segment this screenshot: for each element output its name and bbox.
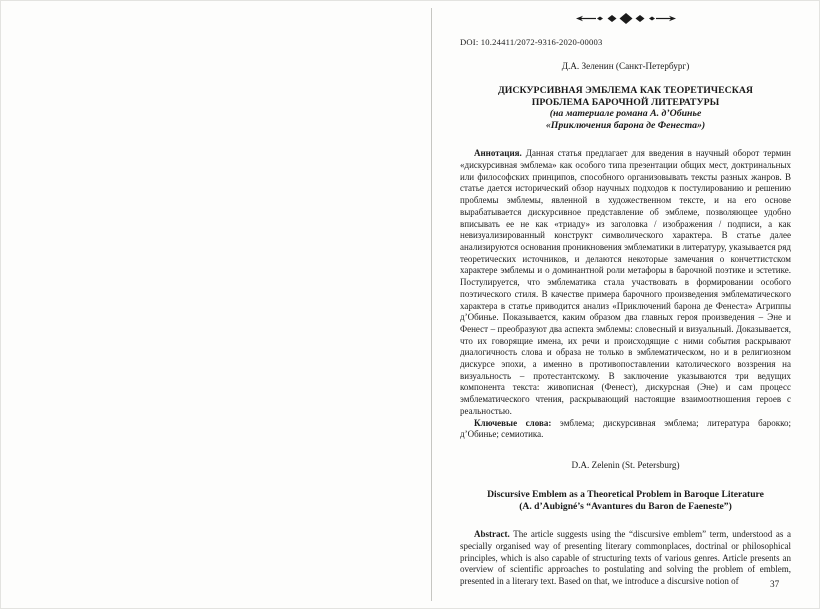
abstract-ru bbox=[460, 148, 791, 417]
subtitle-ru-line1: (на материале романа А. д’Обинье bbox=[549, 108, 702, 120]
title-en-line2: (A. d’Aubigné’s “Avantures du Baron de Faeneste”) bbox=[519, 500, 732, 512]
keywords-ru-body: эмблема; дискурсивная эмблема; литература барокко; д’Обинье; семиотика. bbox=[460, 417, 791, 440]
abstract-en-body: The article suggests using the “discursive emblem” term, understood as a specially organised way of presenting literary commonplaces, doctrinal or philosophical principles, which is also capable of structuring texts of various genres. Article presents an overview of scientific approaches to postulating and solving the problem of emblem, presented in a literary text. Based on that, we introduce a discursive notion of bbox=[460, 529, 791, 586]
keywords-ru bbox=[460, 418, 791, 441]
article-title-en bbox=[460, 489, 791, 512]
page-gutter-line bbox=[431, 8, 432, 601]
article-title-ru bbox=[460, 85, 791, 108]
abstract-ru-body: Данная статья предлагает для введения в научный оборот термин «дискурсивная эмблема» как особого типа презентации общих мест, доктринальных или философских принципов, способного организовывать тексты разных жанров. В статье дается исторический обзор научных подходов к постулированию и решению проблемы эмблемы, явленной в художественном тексте, и на его основе вырабатывается дискурсивное представление об эмблеме, позволяющее удобно вписывать ее не как «триаду» из заголовка / изображения / подписи, а как невизуализированный конструкт символического характера. В статье далее анализируются основания проникновения эмблематики в литературу, указывается ряд теоретических источников, и делаются некоторые замечания о кончеттистском характере эмблемы и о доминантной роли метафоры в барочной поэтике и эстетике. Постулируется, что эмблематика стала участвовать в формировании особого поэтического стиля. В качестве примера барочного произведения эмблематического характера в статье приводится анализ «Приключений барона де Фенеста» Агриппы д’Обинье. Показывается, каким образом два главных героя произведения – Эне и Фенест – преобразуют два аспекта эмблемы: словесный и визуальный. Доказывается, что их говорящие имена, их речи и происходящие с ними события раскрывают диалогичность слова и образа не только в эмблематическом, но и в религиозном дискурсе эпохи, а именно в противопоставлении католического воззрения на визуальность – протестантскому. В заключение указываются три ведущих компонента текста: живописная (Фенест), дискурсная (Эне) и сам процесс эмблематического чтения, раскрывающий настоящие взаимоотношения героев с реальностью. bbox=[460, 148, 791, 416]
ornament-divider-icon bbox=[460, 12, 791, 30]
page-number: 37 bbox=[770, 579, 780, 589]
doi-line: DOI: 10.24411/2072-9316-2020-00003 bbox=[460, 37, 603, 47]
author-ru: Д.А. Зеленин (Санкт-Петербург) bbox=[561, 61, 690, 71]
title-en-line1: Discursive Emblem as a Theoretical Problem in Baroque Literature bbox=[487, 488, 764, 500]
abstract-en bbox=[460, 529, 791, 588]
author-en: D.A. Zelenin (St. Petersburg) bbox=[571, 459, 680, 470]
article-column bbox=[460, 12, 791, 588]
subtitle-ru-line2: «Приключения барона де Фенеста») bbox=[545, 119, 706, 131]
keywords-ru-label: Ключевые слова: bbox=[474, 417, 552, 428]
article-subtitle-ru bbox=[460, 108, 791, 131]
decorative-divider-graphic bbox=[574, 12, 678, 25]
title-ru-line1: ДИСКУРСИВНАЯ ЭМБЛЕМА КАК ТЕОРЕТИЧЕСКАЯ bbox=[498, 85, 753, 96]
title-ru-line2: ПРОБЛЕМА БАРОЧНОЙ ЛИТЕРАТУРЫ bbox=[531, 96, 720, 108]
abstract-ru-label: Аннотация. bbox=[474, 148, 522, 159]
abstract-en-label: Abstract. bbox=[474, 529, 510, 540]
